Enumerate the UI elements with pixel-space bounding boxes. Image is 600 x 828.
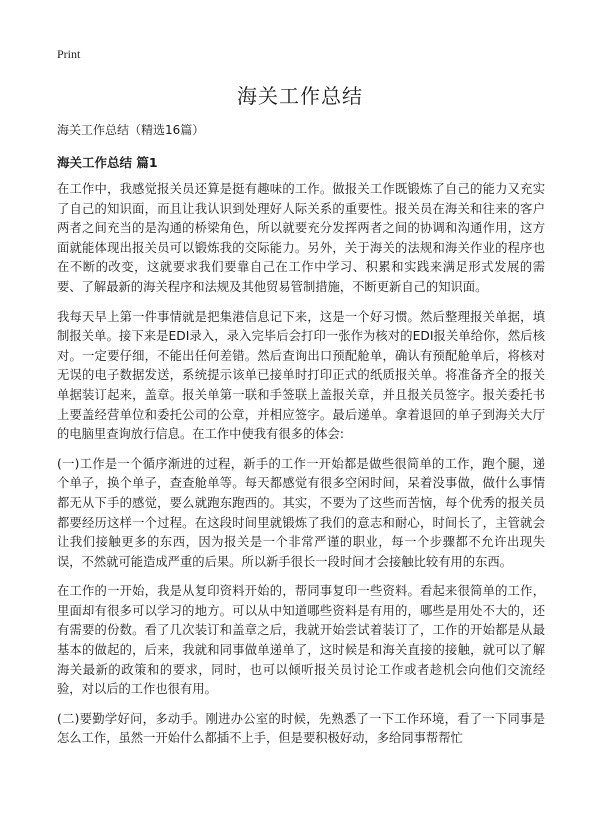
document-title: 海关工作总结 <box>237 84 363 108</box>
paragraph: 在工作的一开始，我是从复印资料开始的，帮同事复印一些资料。看起来很简单的工作，里面却有很多可以学习的地方。可以从中知道哪些资料是有用的，哪些是用处不大的，还有需要的份数。看了几次装订和盖章之后，我就开始尝试着装订了，工作的开始都是从最基本的做起的，后来，我就和同事做单递单了，这时候是和海关直接的接触，就可以了解海关最新的政策和的要求，同时，也可以倾听报关员讨论工作或者趁机会向他们交流经验，对以后的工作也很有用。 <box>57 584 545 697</box>
paragraph: (一)工作是一个循序渐进的过程，新手的工作一开始都是做些很简单的工作，跑个腿，递个单子，换个单子，查查舱单等。每天都感觉有很多空闲时间，呆着没事做，做什么事情都无从下手的感觉，要么就跑东跑西的。其实，不要为了这些而苦恼，每个优秀的报关员都要经历这样一个过程。在这段时间里就锻炼了我们的意志和耐心，时间长了，主管就会让我们接触更多的东西，因为报关是一个非常严谨的职业，每一个步骤都不允许出现失误，不然就可能造成严重的后果。所以新手很长一段时间才会接触比较有用的东西。 <box>57 456 545 569</box>
paragraph: 我每天早上第一件事情就是把集港信息记下来，这是一个好习惯。然后整理报关单据，填制报关单。接下来是EDI录入，录入完毕后会打印一张作为核对的EDI报关单给你，然后核对。一定要仔细，不能出任何差错。然后查询出口预配舱单，确认有预配舱单后，将核对无误的电子数据发送，系统提示该单已接单时打印正式的纸质报关单。将准备齐全的报关单据装订起来，盖章。报关单第一联和手签联上盖报关章，并且报关员签字。报关委托书上要盖经营单位和委托公司的公章，并相应签字。最后递单。拿着退回的单子到海关大厅的电脑里查询放行信息。在工作中使我有很多的体会: <box>57 309 545 442</box>
document-subtitle: 海关工作总结（精选16篇） <box>57 123 205 137</box>
paragraph: (二)要勤学好问，多动手。刚进办公室的时候，先熟悉了一下工作环境，看了一下同事是怎么工作，虽然一开始什么都插不上手，但是要积极好动，多给同事帮帮忙 <box>57 711 545 746</box>
document-body <box>57 180 545 759</box>
section-heading: 海关工作总结 篇1 <box>57 155 158 170</box>
print-label: Print <box>57 47 81 61</box>
paragraph: 在工作中，我感觉报关员还算是挺有趣味的工作。做报关工作既锻炼了自己的能力又充实了自己的知识面，而且让我认识到处理好人际关系的重要性。报关员在海关和往来的客户两者之间充当的是沟通的桥梁角色，所以就要充分发挥两者之间的协调和沟通作用，这方面就能体现出报关员可以锻炼我的交际能力。另外，关于海关的法规和海关作业的程序也在不断的改变，这就要求我们要靠自己在工作中学习、积累和实践来满足形式发展的需要、了解最新的海关程序和法规及其他贸易管制措施，不断更新自己的知识面。 <box>57 182 545 294</box>
